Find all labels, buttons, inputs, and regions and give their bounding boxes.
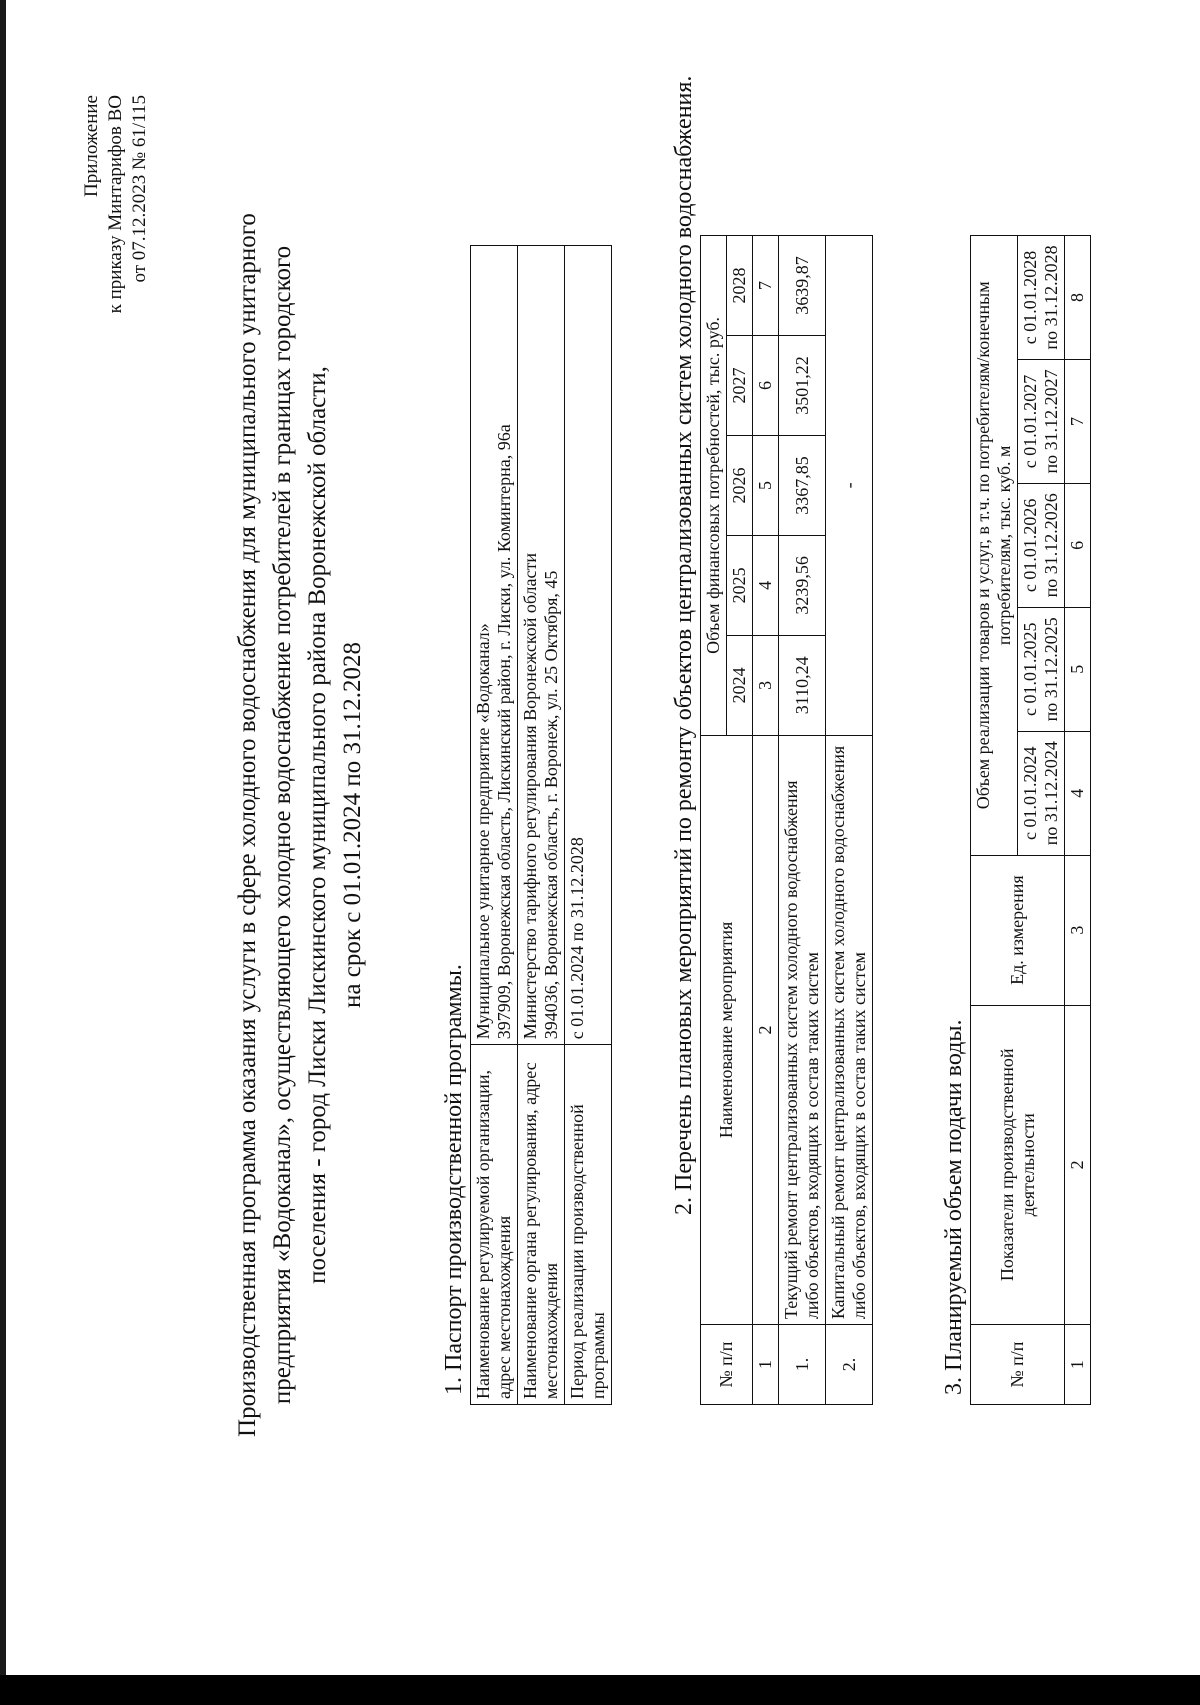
index-cell: 6	[1065, 483, 1091, 607]
table-index-row	[753, 236, 779, 1405]
period-cell: с 01.01.2024 по 31.12.2024	[1018, 731, 1065, 855]
passport-value-line2: 394036, Воронежская область, г. Воронеж, ул. 25 Октября, 45	[541, 570, 561, 1040]
index-cell: 5	[1065, 607, 1091, 731]
scan-bottom-edge	[0, 1675, 1200, 1705]
section2-title: 2. Перечень плановых мероприятий по ремонту объектов централизованных систем холодного водоснабжения.	[671, 75, 697, 1215]
title-line-3: поселения - город Лиски Лискинского муниципального района Воронежской области,	[304, 366, 331, 1284]
repair-table	[700, 235, 873, 1405]
appendix-note	[80, 95, 152, 415]
index-cell: 4	[1065, 731, 1091, 855]
index-cell: 2	[753, 735, 779, 1324]
passport-value: с 01.01.2024 по 31.12.2028	[565, 246, 612, 1045]
title-line-2: предприятия «Водоканал», осуществляющего холодное водоснабжение потребителей в границах городского	[269, 245, 296, 1405]
col-num: № п/п	[971, 1325, 1065, 1405]
year-cell: 2028	[727, 236, 753, 336]
section3-title: 3. Планируемый объем подачи воды.	[941, 1019, 967, 1395]
year-cell: 2027	[727, 336, 753, 436]
passport-value-line1: Министерство тарифного регулирования Воронежской области	[520, 552, 540, 1040]
period-cell: с 01.01.2027 по 31.12.2027	[1018, 359, 1065, 483]
index-cell: 7	[1065, 359, 1091, 483]
col-indicator: Показатели производственной деятельности	[971, 1005, 1065, 1325]
row-name: Текущий ремонт централизованных систем холодного водоснабжения либо объектов, входящих в состав таких систем	[779, 735, 826, 1324]
index-cell: 8	[1065, 236, 1091, 360]
water-supply-table	[970, 235, 1091, 1405]
col-name: Наименование мероприятия	[701, 735, 753, 1324]
col-unit: Ед. измерения	[971, 855, 1065, 1005]
document-title	[230, 145, 370, 1505]
index-cell: 7	[753, 236, 779, 336]
appendix-line-3: от 07.12.2023 № 61/115	[129, 95, 150, 283]
table-row	[518, 246, 565, 1405]
passport-label: Период реализации производственной программы	[565, 1045, 612, 1405]
table-row	[471, 246, 518, 1405]
index-cell: 2	[1065, 1005, 1091, 1325]
index-cell: 6	[753, 336, 779, 436]
row-num: 1.	[779, 1325, 826, 1405]
table-index-row	[1065, 236, 1091, 1405]
index-cell: 5	[753, 435, 779, 535]
value-cell: 3367,85	[779, 435, 826, 535]
year-cell: 2025	[727, 535, 753, 635]
period-cell: с 01.01.2025 по 31.12.2025	[1018, 607, 1065, 731]
year-cell: 2026	[727, 435, 753, 535]
title-line-4: на срок с 01.01.2024 по 31.12.2028	[339, 642, 366, 1008]
passport-value	[518, 246, 565, 1045]
table-row	[826, 236, 873, 1405]
section1-title: 1. Паспорт производственной программы.	[441, 964, 467, 1395]
passport-value-line2: 397909, Воронежская область, Лискинский район, г. Лиски, ул. Коминтерна, 96а	[494, 424, 514, 1040]
index-cell: 3	[1065, 855, 1091, 1005]
passport-label: Наименование органа регулирования, адрес местонахождения	[518, 1045, 565, 1405]
rotated-content	[70, 75, 1087, 1545]
passport-table	[470, 245, 612, 1405]
value-cell: 3639,87	[779, 236, 826, 336]
table-row	[565, 246, 612, 1405]
col-volume: Объем реализации товаров и услуг, в т.ч. по потребителям/конечным потребителям, тыс. куб. м	[971, 236, 1018, 856]
table-header-row	[971, 236, 1018, 1405]
index-cell: 3	[753, 635, 779, 735]
index-cell: 1	[753, 1325, 779, 1405]
index-cell: 4	[753, 535, 779, 635]
col-volume: Объем финансовых потребностей, тыс. руб.	[701, 236, 727, 736]
title-line-1: Производственная программа оказания услуги в сфере холодного водоснабжения для муниципального унитарного	[234, 213, 261, 1437]
period-cell: с 01.01.2026 по 31.12.2026	[1018, 483, 1065, 607]
value-cell: 3239,56	[779, 535, 826, 635]
passport-value	[471, 246, 518, 1045]
period-cell: с 01.01.2028 по 31.12.2028	[1018, 236, 1065, 360]
year-cell: 2024	[727, 635, 753, 735]
col-num: № п/п	[701, 1325, 753, 1405]
scan-left-edge	[0, 0, 6, 1705]
table-row	[779, 236, 826, 1405]
passport-value-line1: Муниципальное унитарное предприятие «Водоканал»	[473, 623, 493, 1040]
value-dash: -	[826, 236, 873, 736]
row-name: Капитальный ремонт централизованных систем холодного водоснабжения либо объектов, входящих в состав таких систем	[826, 735, 873, 1324]
passport-label: Наименование регулируемой организации, адрес местонахождения	[471, 1045, 518, 1405]
appendix-line-2: к приказу Минтарифов ВО	[105, 95, 126, 314]
row-num: 2.	[826, 1325, 873, 1405]
index-cell: 1	[1065, 1325, 1091, 1405]
value-cell: 3110,24	[779, 635, 826, 735]
appendix-line-1: Приложение	[81, 95, 102, 197]
value-cell: 3501,22	[779, 336, 826, 436]
table-header-row	[701, 236, 727, 1405]
